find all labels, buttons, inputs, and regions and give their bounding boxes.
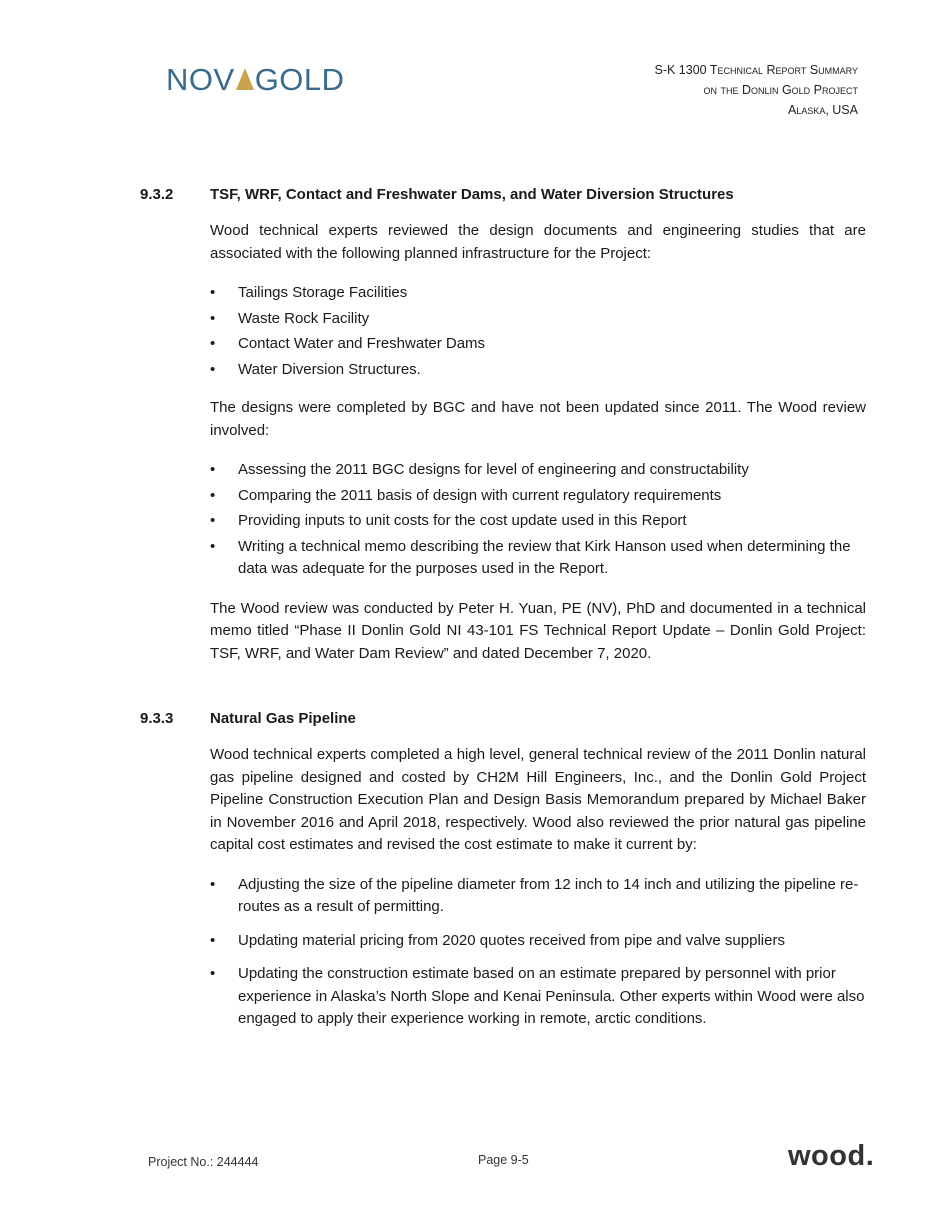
paragraph: Wood technical experts completed a high level, general technical review of the 2011 Donlin natural gas pipeline designed and costed by CH2M Hill Engineers, Inc., and the Donlin Gold Project Pipeline Construction Execution Plan and Design Basis Memorandum prepared by Michael Baker in November 2016 and April 2018, respectively. Wood also reviewed the prior natural gas pipeline capital cost estimates and revised the cost estimate to make it current by: bbox=[210, 746, 866, 853]
section-heading bbox=[140, 710, 866, 727]
project-number: Project No.: 244444 bbox=[148, 1155, 259, 1169]
list-item: • Adjusting the size of the pipeline diameter from 12 inch to 14 inch and utilizing the pipeline re-routes as a result of permitting. bbox=[210, 875, 859, 915]
bullet-icon: • bbox=[210, 486, 216, 504]
list-item: • Comparing the 2011 basis of design with current regulatory requirements bbox=[210, 485, 866, 508]
bullet-icon: • bbox=[210, 537, 216, 555]
list-item: • Contact Water and Freshwater Dams bbox=[210, 333, 866, 356]
bullet-icon: • bbox=[210, 875, 216, 893]
list-item: • Waste Rock Facility bbox=[210, 308, 866, 331]
novagold-logo bbox=[166, 64, 345, 95]
logo-text-left: NOV bbox=[166, 62, 235, 97]
wood-logo: wood. bbox=[788, 1140, 875, 1172]
section-heading bbox=[140, 186, 866, 203]
bullet-icon: • bbox=[210, 360, 216, 378]
list-item: • Water Diversion Structures. bbox=[210, 359, 866, 382]
section-number: 9.3.2 bbox=[140, 186, 174, 203]
bullet-list bbox=[210, 874, 866, 1031]
bullet-icon: • bbox=[210, 461, 216, 478]
section-title: Natural Gas Pipeline bbox=[210, 710, 356, 727]
paragraph: Wood technical experts reviewed the design documents and engineering studies that are associated with the following planned infrastructure for the Project: bbox=[210, 222, 866, 262]
list-item: • Writing a technical memo describing the review that Kirk Hanson used when determining the data was adequate for the purposes used in the Report. bbox=[210, 537, 851, 577]
list-item: • Updating material pricing from 2020 quotes received from pipe and valve suppliers bbox=[210, 930, 866, 953]
list-item: • Providing inputs to unit costs for the cost update used in this Report bbox=[210, 510, 866, 533]
list-item: • Updating the construction estimate based on an estimate prepared by personnel with prior experience in Alaska’s North Slope and Kenai Peninsula. Other experts within Wood were also engaged to apply their experience working in remote, arctic conditions. bbox=[210, 965, 865, 1027]
bullet-list bbox=[210, 282, 866, 381]
bullet-icon: • bbox=[210, 931, 216, 949]
bullet-icon: • bbox=[210, 335, 216, 352]
bullet-list bbox=[210, 459, 866, 581]
bullet-icon: • bbox=[210, 965, 216, 982]
list-item: • Assessing the 2011 BGC designs for level of engineering and constructability bbox=[210, 459, 866, 482]
header-line-1: S-K 1300 Technical Report Summary bbox=[654, 63, 858, 77]
bullet-icon: • bbox=[210, 512, 216, 529]
bullet-icon: • bbox=[210, 284, 216, 301]
section-9-3-2 bbox=[140, 186, 866, 665]
report-header bbox=[655, 60, 859, 120]
header-line-3: Alaska, USA bbox=[787, 103, 858, 117]
paragraph: The designs were completed by BGC and have not been updated since 2011. The Wood review involved: bbox=[210, 399, 866, 439]
bullet-icon: • bbox=[210, 309, 216, 327]
section-number: 9.3.3 bbox=[140, 710, 174, 727]
paragraph: The Wood review was conducted by Peter H. Yuan, PE (NV), PhD and documented in a technical memo titled “Phase II Donlin Gold NI 43-101 FS Technical Report Update – Donlin Gold Project: TSF, WRF, and Water Dam Review” and dated December 7, 2020. bbox=[210, 599, 866, 662]
logo-text-right: GOLD bbox=[254, 62, 345, 97]
section-title: TSF, WRF, Contact and Freshwater Dams, and Water Diversion Structures bbox=[210, 186, 734, 203]
logo-triangle-icon bbox=[236, 68, 254, 90]
header-line-2: on the Donlin Gold Project bbox=[703, 83, 858, 97]
section-9-3-3 bbox=[140, 710, 866, 1031]
list-item: • Tailings Storage Facilities bbox=[210, 282, 866, 305]
page-number: Page 9-5 bbox=[478, 1153, 529, 1167]
